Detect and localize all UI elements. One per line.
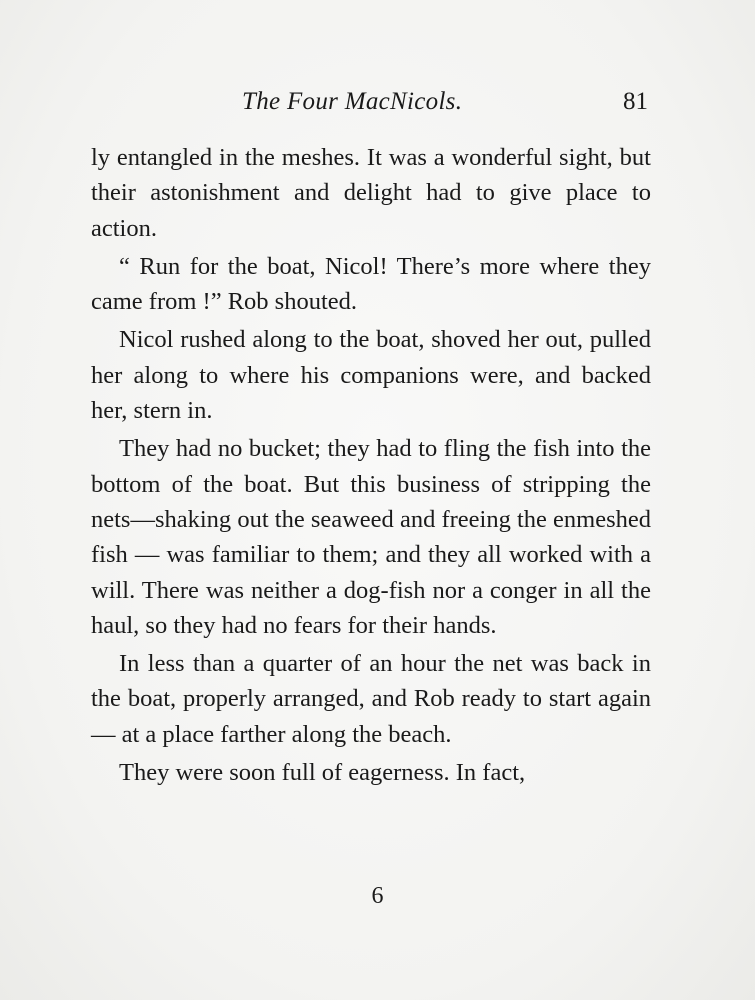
- paragraph-4: They had no bucket; they had to fling the fish into the bottom of the boat. But this business of stripping the nets—shaking out the seaweed and freeing the enmeshed fish — was familiar to them; and they all worked with a will. There was neither a dog-fish nor a conger in all the haul, so they had no fears for their hands.: [91, 435, 651, 639]
- signature-mark: 6: [371, 883, 384, 909]
- paragraph-2: “ Run for the boat, Nicol! There’s more where they came from !” Rob shouted.: [91, 252, 651, 316]
- paragraph-5: In less than a quarter of an hour the net was back in the boat, properly arranged, and Rob ready to start again — at a place farther along the beach.: [91, 650, 651, 748]
- paragraph-3: Nicol rushed along to the boat, shoved her out, pulled her along to where his companions were, and backed her, stern in.: [91, 326, 651, 425]
- body-text: [91, 140, 651, 793]
- running-title: The Four MacNicols.: [242, 88, 463, 115]
- page-number: 81: [623, 88, 648, 115]
- page-header: [92, 88, 652, 124]
- paragraph-6: They were soon full of eagerness. In fact,: [119, 759, 526, 787]
- paragraph-1: ly entangled in the meshes. It was a wonderful sight, but their astonishment and delight had to give place to action.: [91, 144, 651, 242]
